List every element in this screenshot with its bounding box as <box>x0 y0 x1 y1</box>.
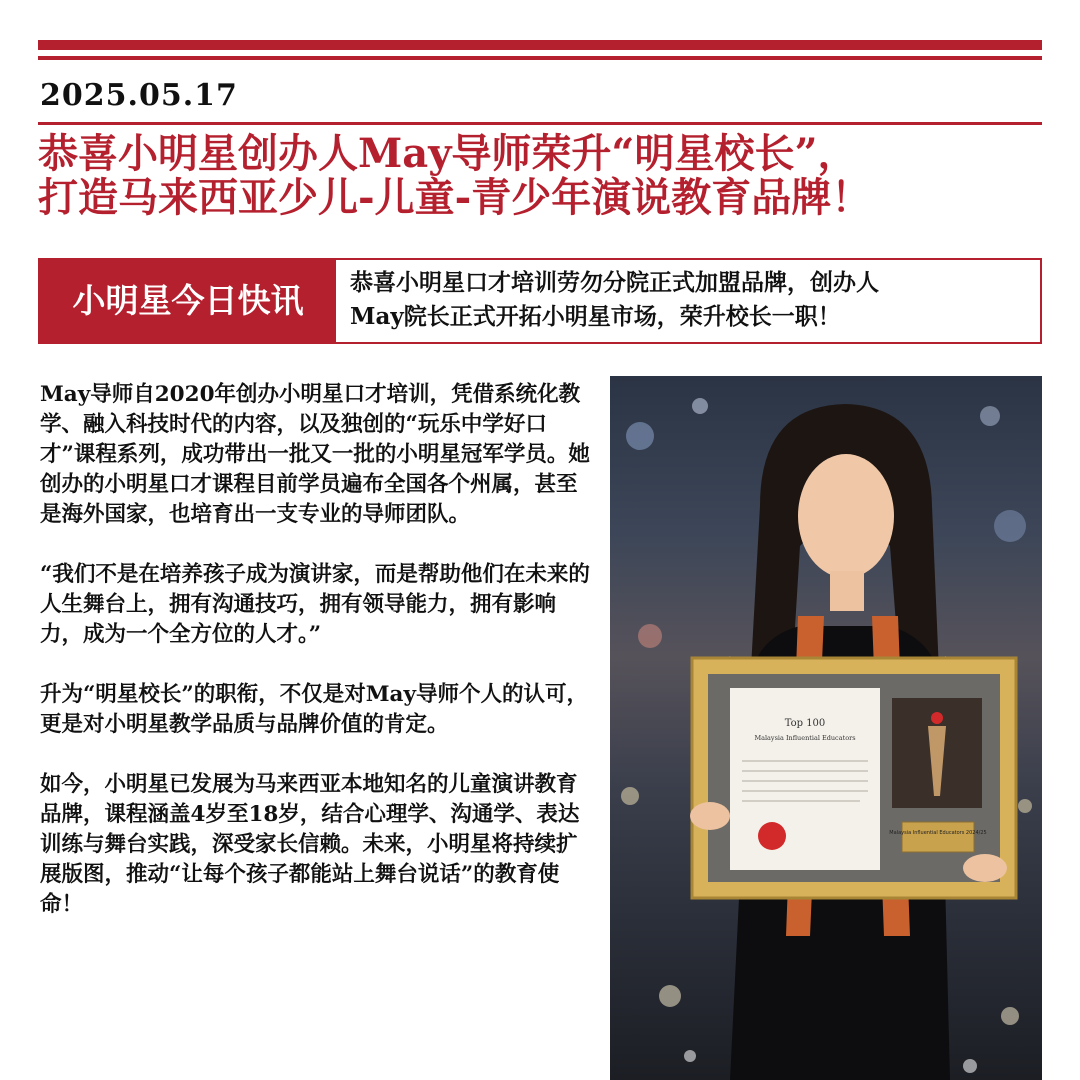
news-flash-label: 小明星今日快讯 <box>40 260 336 342</box>
seal-icon <box>758 822 786 850</box>
award-photo-illustration <box>610 376 1042 1080</box>
headline-line-1: 恭喜小明星创办人May导师荣升“明星校长”， <box>38 130 858 177</box>
news-flash-line-2: May院长正式开拓小明星市场，荣升校长一职！ <box>350 303 841 330</box>
headline <box>38 132 1048 220</box>
news-flash-box <box>38 258 1042 344</box>
publish-date: 2025.05.17 <box>40 78 238 113</box>
paragraph-3: 升为“明星校长”的职衔，不仅是对May导师个人的认可，更是对小明星教学品质与品牌价值的肯定。 <box>40 682 588 737</box>
paragraph-1: May导师自2020年创办小明星口才培训，凭借系统化教学、融入科技时代的内容，以及独创的“玩乐中学好口才”课程系列，成功带出一批又一批的小明星冠军学员。她创办的小明星口才课程目前学员遍布全国各个州属，甚至是海外国家，也培育出一支专业的导师团队。 <box>40 382 590 527</box>
date-rule <box>38 122 1042 125</box>
top-rule-thick <box>38 40 1042 50</box>
news-flash-text <box>350 266 1040 334</box>
article-body <box>40 380 596 950</box>
news-flash-line-1: 恭喜小明星口才培训劳勿分院正式加盟品牌，创办人 <box>350 269 879 296</box>
top-rule-thin <box>38 56 1042 60</box>
certificate-title: Top 100 <box>784 718 826 729</box>
plaque-text: Malaysia Influential Educators 2024/25 <box>889 830 987 836</box>
headline-line-2: 打造马来西亚少儿-儿童-青少年演说教育品牌！ <box>38 174 872 221</box>
award-photo <box>610 376 1042 1080</box>
certificate-subtitle: Malaysia Influential Educators <box>754 734 856 742</box>
paragraph-4: 如今，小明星已发展为马来西亚本地知名的儿童演讲教育品牌，课程涵盖4岁至18岁，结合心理学、沟通学、表达训练与舞台实践，深受家长信赖。未来，小明星将持续扩展版图，推动“让每个孩子都能站上舞台说话”的教育使命！ <box>40 772 580 917</box>
paragraph-2: “我们不是在培养孩子成为演讲家，而是帮助他们在未来的人生舞台上，拥有沟通技巧，拥有领导能力，拥有影响力，成为一个全方位的人才。” <box>40 562 590 647</box>
